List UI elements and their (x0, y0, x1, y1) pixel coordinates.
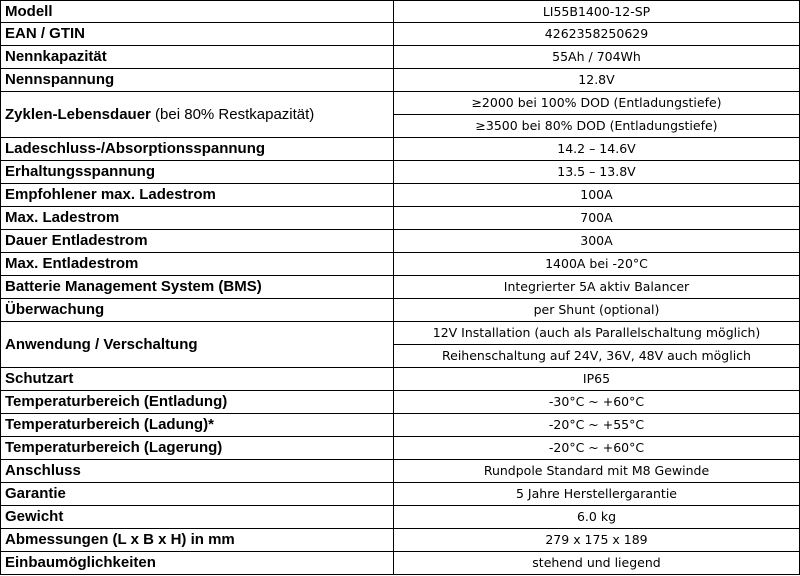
row-value: 55Ah / 704Wh (394, 46, 800, 69)
row-value: per Shunt (optional) (394, 299, 800, 322)
row-label: Einbaumöglichkeiten (1, 552, 394, 575)
row-value: LI55B1400-12-SP (394, 1, 800, 23)
row-label-note: (bei 80% Restkapazität) (150, 105, 315, 123)
table-row (1, 1, 800, 23)
row-value: 6.0 kg (394, 506, 800, 529)
row-label: Batterie Management System (BMS) (1, 276, 394, 299)
row-label: Schutzart (1, 368, 394, 391)
row-value: 100A (394, 184, 800, 207)
table-row (1, 299, 800, 322)
row-label: Modell (1, 1, 394, 23)
row-label: Anwendung / Verschaltung (1, 322, 394, 368)
row-label: Empfohlener max. Ladestrom (1, 184, 394, 207)
table-row (1, 230, 800, 253)
table-row (1, 322, 800, 345)
table-row (1, 23, 800, 46)
row-label: Nennkapazität (1, 46, 394, 69)
table-row (1, 552, 800, 575)
row-value: 300A (394, 230, 800, 253)
row-value: 279 x 175 x 189 (394, 529, 800, 552)
row-label-text: Zyklen-Lebensdauer (5, 105, 151, 123)
row-value: ≥2000 bei 100% DOD (Entladungstiefe) (394, 92, 800, 115)
row-label: Dauer Entladestrom (1, 230, 394, 253)
row-label: Anschluss (1, 460, 394, 483)
table-row (1, 460, 800, 483)
table-row (1, 207, 800, 230)
row-value: 700A (394, 207, 800, 230)
row-label: EAN / GTIN (1, 23, 394, 46)
table-row (1, 437, 800, 460)
row-label: Temperaturbereich (Entladung) (1, 391, 394, 414)
row-value: 4262358250629 (394, 23, 800, 46)
row-label: Temperaturbereich (Lagerung) (1, 437, 394, 460)
row-label: Nennspannung (1, 69, 394, 92)
row-label (1, 92, 394, 138)
table-row (1, 138, 800, 161)
row-label: Ladeschluss-/Absorptionsspannung (1, 138, 394, 161)
row-value: 1400A bei -20°C (394, 253, 800, 276)
table-row (1, 184, 800, 207)
row-value: 12.8V (394, 69, 800, 92)
row-value: 14.2 – 14.6V (394, 138, 800, 161)
table-row (1, 161, 800, 184)
row-value: Rundpole Standard mit M8 Gewinde (394, 460, 800, 483)
row-value: 12V Installation (auch als Parallelschaltung möglich) (394, 322, 800, 345)
table-row (1, 276, 800, 299)
table-row (1, 529, 800, 552)
table-row (1, 391, 800, 414)
row-value: stehend und liegend (394, 552, 800, 575)
row-value: ≥3500 bei 80% DOD (Entladungstiefe) (394, 115, 800, 138)
row-value: 5 Jahre Herstellergarantie (394, 483, 800, 506)
row-label: Erhaltungsspannung (1, 161, 394, 184)
table-row (1, 46, 800, 69)
row-value: Integrierter 5A aktiv Balancer (394, 276, 800, 299)
row-value: 13.5 – 13.8V (394, 161, 800, 184)
row-label: Max. Ladestrom (1, 207, 394, 230)
table-row (1, 368, 800, 391)
row-value: -20°C ~ +60°C (394, 437, 800, 460)
row-label: Überwachung (1, 299, 394, 322)
table-row (1, 483, 800, 506)
table-row (1, 92, 800, 115)
row-label: Gewicht (1, 506, 394, 529)
row-value: -30°C ~ +60°C (394, 391, 800, 414)
row-value: Reihenschaltung auf 24V, 36V, 48V auch möglich (394, 345, 800, 368)
table-row (1, 506, 800, 529)
row-label: Max. Entladestrom (1, 253, 394, 276)
table-row (1, 253, 800, 276)
table-row (1, 69, 800, 92)
row-value: -20°C ~ +55°C (394, 414, 800, 437)
row-value: IP65 (394, 368, 800, 391)
row-label: Temperaturbereich (Ladung)* (1, 414, 394, 437)
row-label: Abmessungen (L x B x H) in mm (1, 529, 394, 552)
row-label: Garantie (1, 483, 394, 506)
table-row (1, 414, 800, 437)
